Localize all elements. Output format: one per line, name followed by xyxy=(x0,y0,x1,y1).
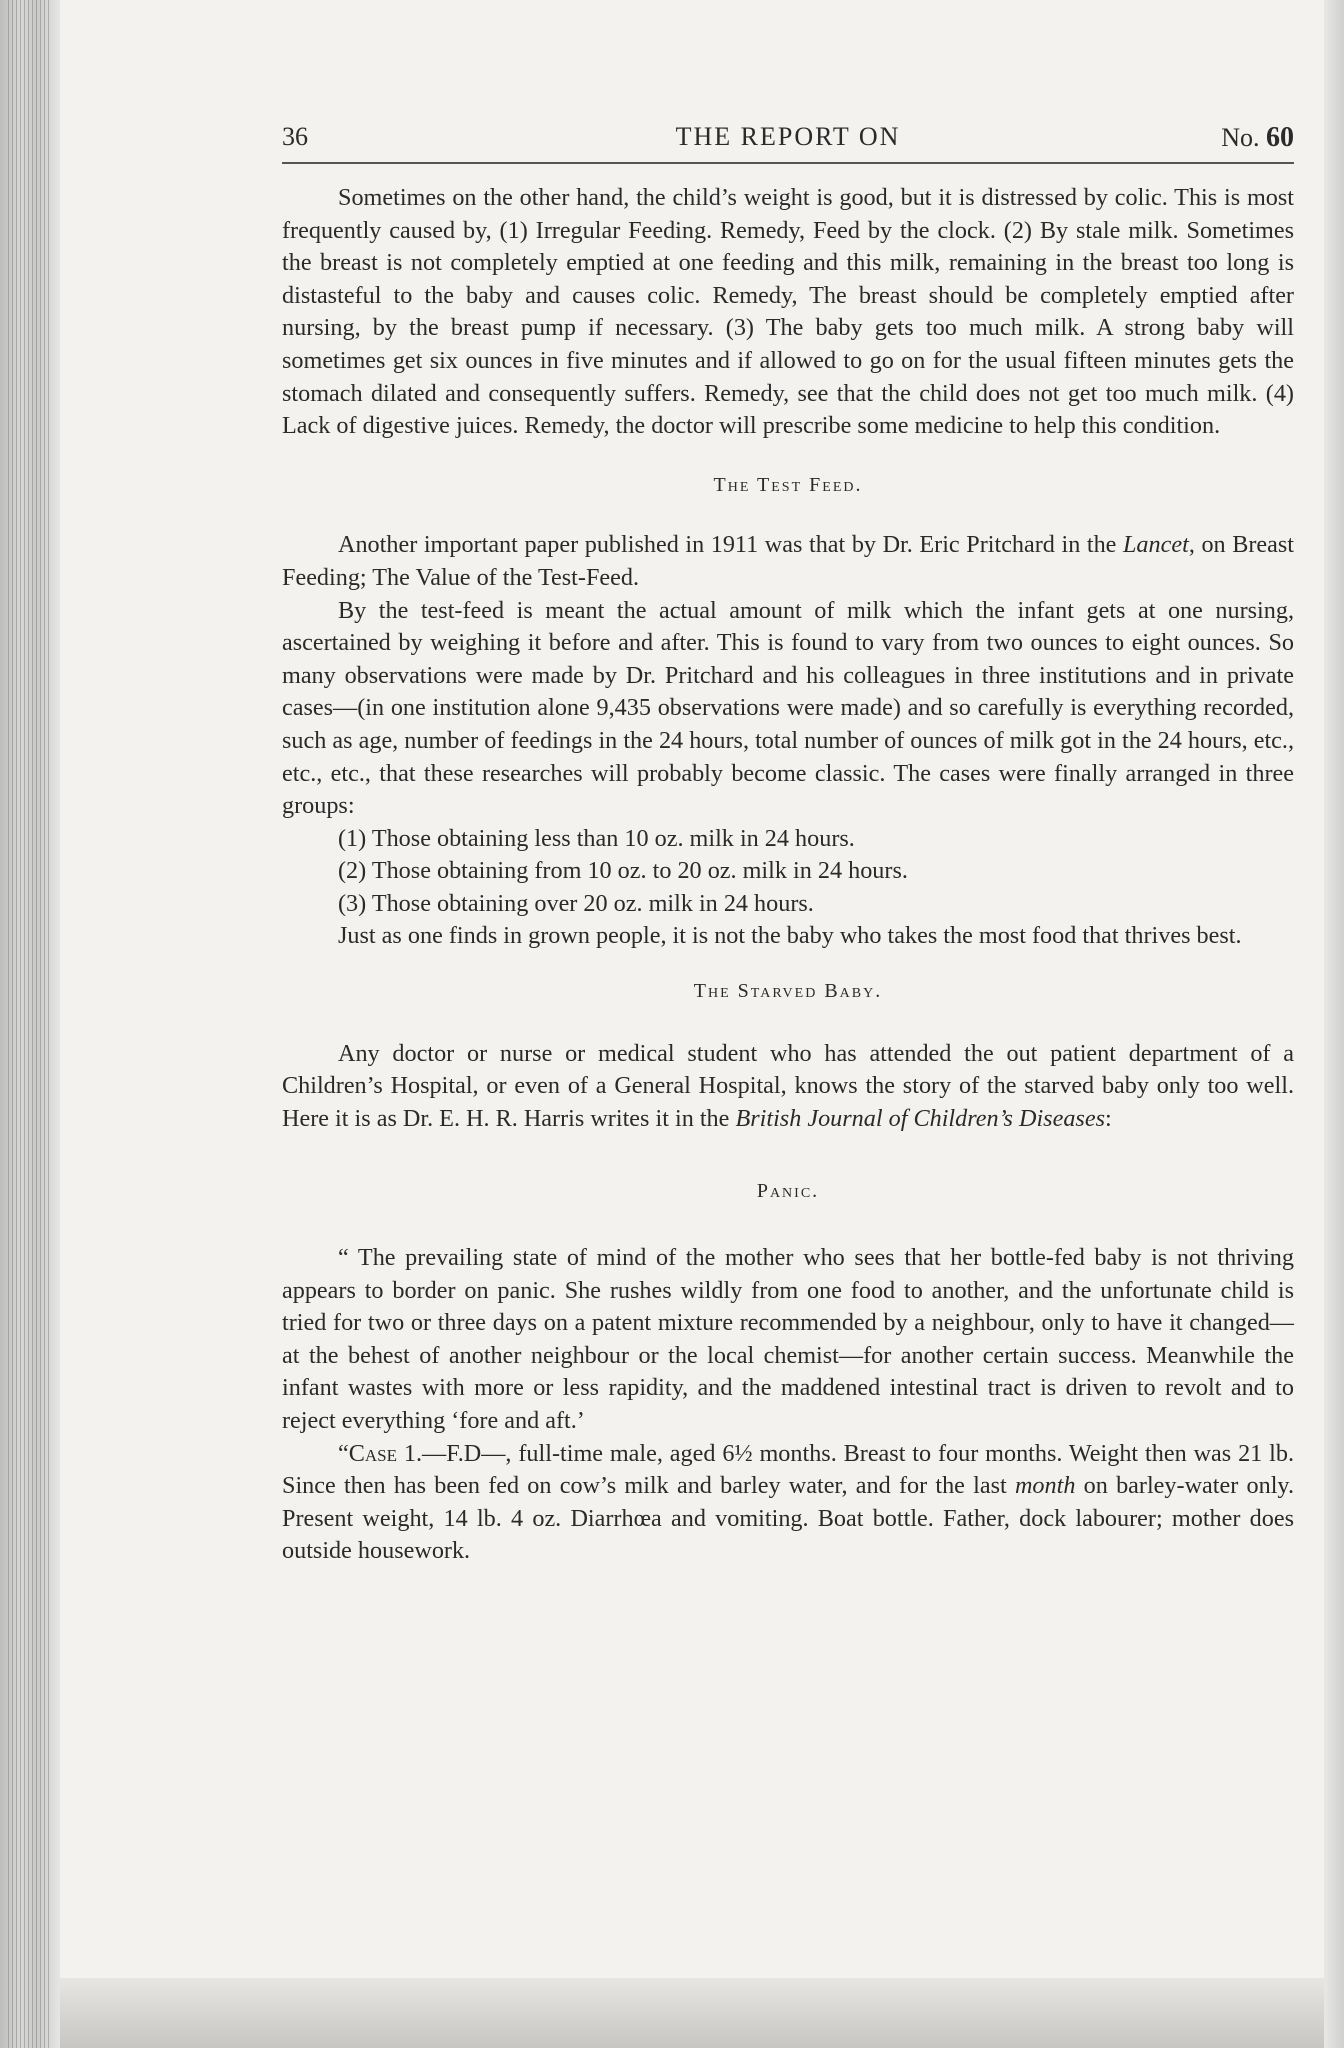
paragraph-pritchard xyxy=(282,529,1294,594)
paragraph-starved-text-a: Any doctor or nurse or medical student who has attended the out patient department of a Children’s Hospital, or even of a General Hospital, knows the story of the starved baby only too well. Here it is as Dr. E. H. R. Harris writes it in the xyxy=(282,1039,1294,1132)
case-open-quote: “ xyxy=(338,1439,349,1467)
paragraph-starved-baby xyxy=(282,1038,1294,1136)
section-heading-panic: Panic. xyxy=(756,1180,820,1203)
paragraph-panic-quote: “ The prevailing state of mind of the mother who sees that her bottle-fed baby is not thriving appears to border on panic. She rushes wildly from one food to another, and the unfortunate child is tried for two or three days on a patent mixture recommended by a neighbour, only to have it changed—at the behest of another neighbour or the local chemist—for another certain success. Meanwhile the infant wastes with more or less rapidity, and the maddened intestinal tract is driven to revolt and to reject everything ‘fore and aft.’ xyxy=(282,1244,1294,1434)
paragraph-colic: Sometimes on the other hand, the child’s weight is good, but it is distressed by colic. This is most frequently caused by, (1) Irregular Feeding. Remedy, Feed by the clock. (2) By stale milk. Sometimes the breast is not completely emptied at one feeding and this milk, remaining in the breast too long is distasteful to the baby and causes colic. Remedy, The breast should be completely emptied after nursing, by the breast pump if necessary. (3) The baby gets too much milk. A strong baby will sometimes get six ounces in five minutes and if allowed to go on for the usual fifteen minutes gets the stomach dilated and consequently suffers. Remedy, see that the child does not get too much milk. (4) Lack of digestive juices. Remedy, the doctor will prescribe some medicine to help this condition. xyxy=(282,184,1294,440)
groups-list xyxy=(282,823,1294,921)
journal-title: British Journal of Children’s Diseases xyxy=(735,1104,1105,1132)
paragraph-case-1 xyxy=(282,1438,1294,1568)
paragraph-pritchard-text-a: Another important paper published in 1911 was that by Dr. Eric Pritchard in the xyxy=(338,531,1123,559)
case-label: Case xyxy=(348,1439,397,1467)
document-body xyxy=(282,182,1294,1568)
running-title: THE REPORT ON xyxy=(675,122,901,151)
book-page-edges xyxy=(0,0,60,2048)
report-number-value: 60 xyxy=(1266,122,1294,153)
section-heading-test-feed: The Test Feed. xyxy=(713,473,863,496)
list-item: (1) Those obtaining less than 10 oz. milk in 24 hours. xyxy=(338,824,855,852)
bottom-page-edge xyxy=(60,1978,1324,2048)
paragraph-starved-text-b: : xyxy=(1104,1104,1112,1132)
report-number-prefix: No. xyxy=(1221,123,1260,152)
paragraph-test-feed-definition: By the test-feed is meant the actual amount of milk which the infant gets at one nursing, ascertained by weighing it before and after. This is found to vary from two ounces to eight ounces. So many observations were made by Dr. Pritchard and his colleagues in three institutions and in private cases—(in one institution alone 9,435 observations were made) and so carefully is everything recorded, such as age, number of feedings in the 24 hours, total number of ounces of milk got in the 24 hours, etc., etc., etc., that these researches will probably become classic. The cases were finally arranged in three groups: xyxy=(282,596,1294,820)
page-number: 36 xyxy=(282,122,308,151)
right-page-edge xyxy=(1324,0,1344,2048)
paragraph-pritchard-text-b: , on Breast Feeding; The Value of the Test-Feed. xyxy=(282,531,1294,591)
case-text-b: on barley-water only. Present weight, 14 lb. 4 oz. Diarrhœa and vomiting. Boat bottle. Father, dock labourer; mother does outside housework. xyxy=(282,1472,1294,1565)
lancet-title: Lancet xyxy=(1122,531,1189,559)
case-text-a: 1.—F.D—, full-time male, aged 6½ months. Breast to four months. Weight then was 21 lb. Since then has been fed on cow’s milk and barley water, and for the last xyxy=(282,1439,1294,1500)
case-italic-month: month xyxy=(1014,1472,1076,1500)
running-header xyxy=(282,118,1294,164)
page-edge-lines xyxy=(8,0,52,2048)
document-page xyxy=(282,118,1294,1568)
paragraph-grown-people: Just as one finds in grown people, it is not the baby who takes the most food that thrives best. xyxy=(338,922,1242,950)
list-item: (2) Those obtaining from 10 oz. to 20 oz. milk in 24 hours. xyxy=(338,857,908,885)
section-heading-starved-baby: The Starved Baby. xyxy=(693,980,883,1003)
list-item: (3) Those obtaining over 20 oz. milk in 24 hours. xyxy=(338,889,814,917)
report-number xyxy=(1221,122,1294,154)
